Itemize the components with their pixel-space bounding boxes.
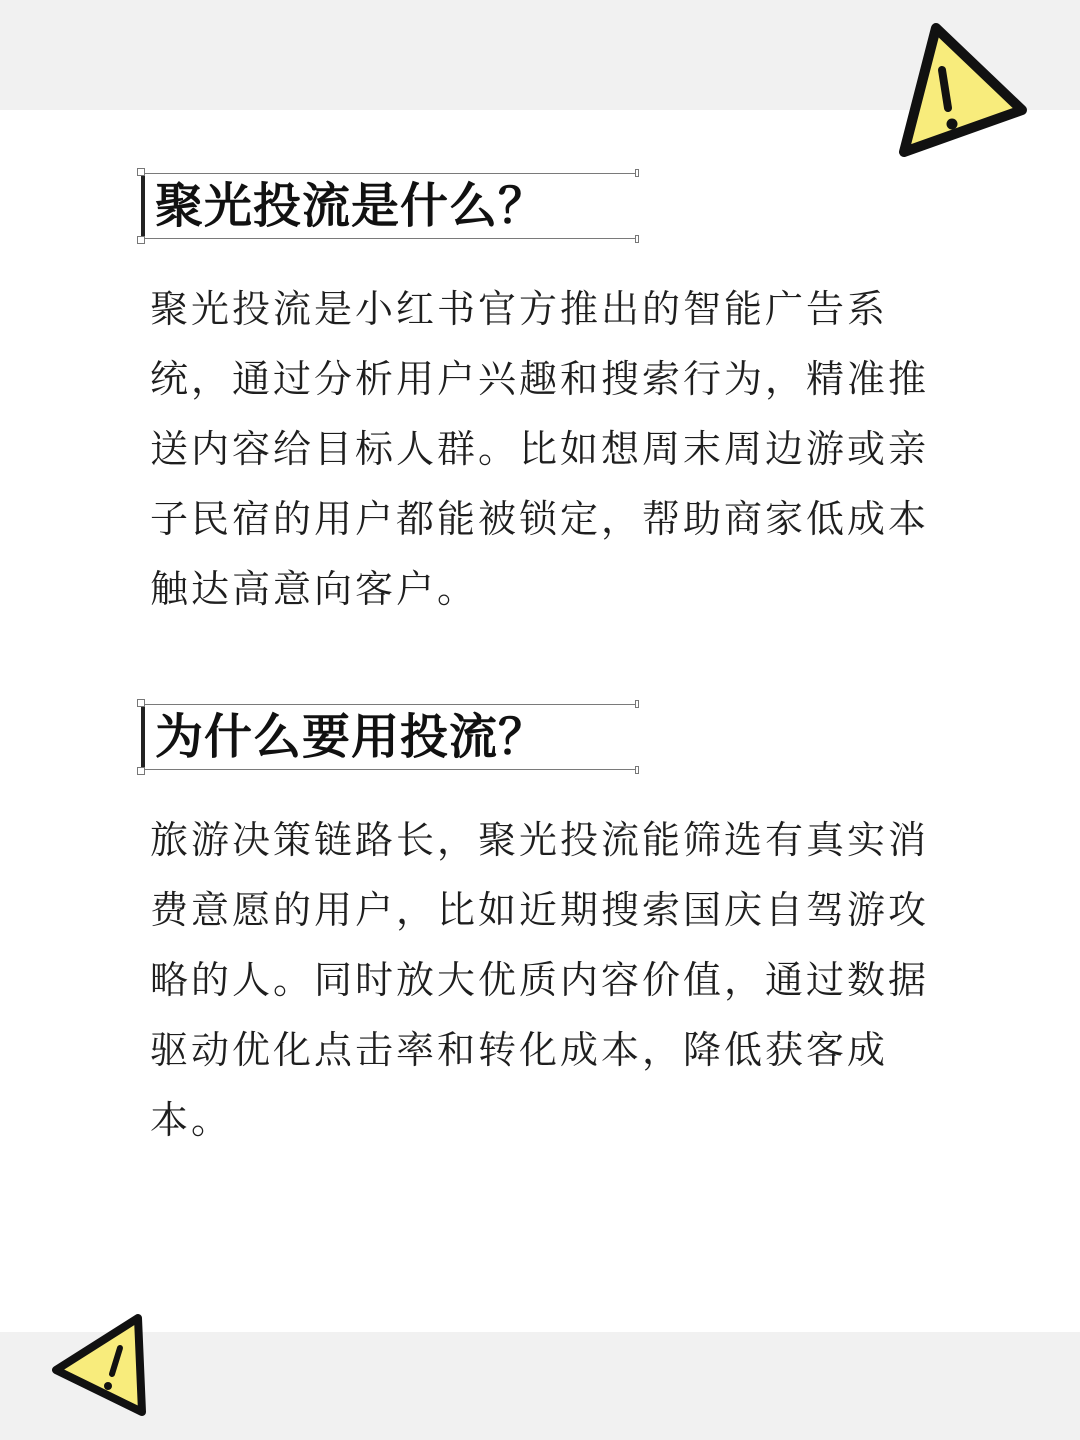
section-paragraph [150,274,940,624]
selection-handle [635,766,639,774]
paragraph-line: 略的人。同时放大优质内容价值，通过数据 [150,958,930,1002]
selection-handle [137,767,145,775]
selection-handle [137,168,145,176]
paragraph-line: 触达高意向客户。 [150,567,479,611]
selection-handle [137,699,145,707]
section-paragraph [150,805,940,1155]
selection-handle [137,236,145,244]
paragraph-line: 旅游决策链路长，聚光投流能筛选有真实消 [150,818,930,862]
paragraph-line: 子民宿的用户都能被锁定，帮助商家低成本 [150,497,930,541]
section-heading-frame [141,704,635,770]
selection-handle [635,235,639,243]
section-heading: 为什么要用投流？ [155,709,548,765]
paragraph-line: 统，通过分析用户兴趣和搜索行为，精准推 [150,357,930,401]
selection-handle [635,169,639,177]
bottom-gray-band [0,1332,1080,1440]
section-heading-frame [141,173,635,239]
paragraph-line: 聚光投流是小红书官方推出的智能广告系 [150,287,889,331]
paragraph-line: 本。 [150,1098,233,1142]
warning-triangle-icon [48,1308,152,1424]
paragraph-line: 送内容给目标人群。比如想周末周边游或亲 [150,427,930,471]
paragraph-line: 费意愿的用户，比如近期搜索国庆自驾游攻 [150,888,930,932]
section-heading: 聚光投流是什么？ [155,178,548,234]
warning-triangle-icon [892,18,1032,163]
paragraph-line: 驱动优化点击率和转化成本，降低获客成 [150,1028,889,1072]
selection-handle [635,700,639,708]
